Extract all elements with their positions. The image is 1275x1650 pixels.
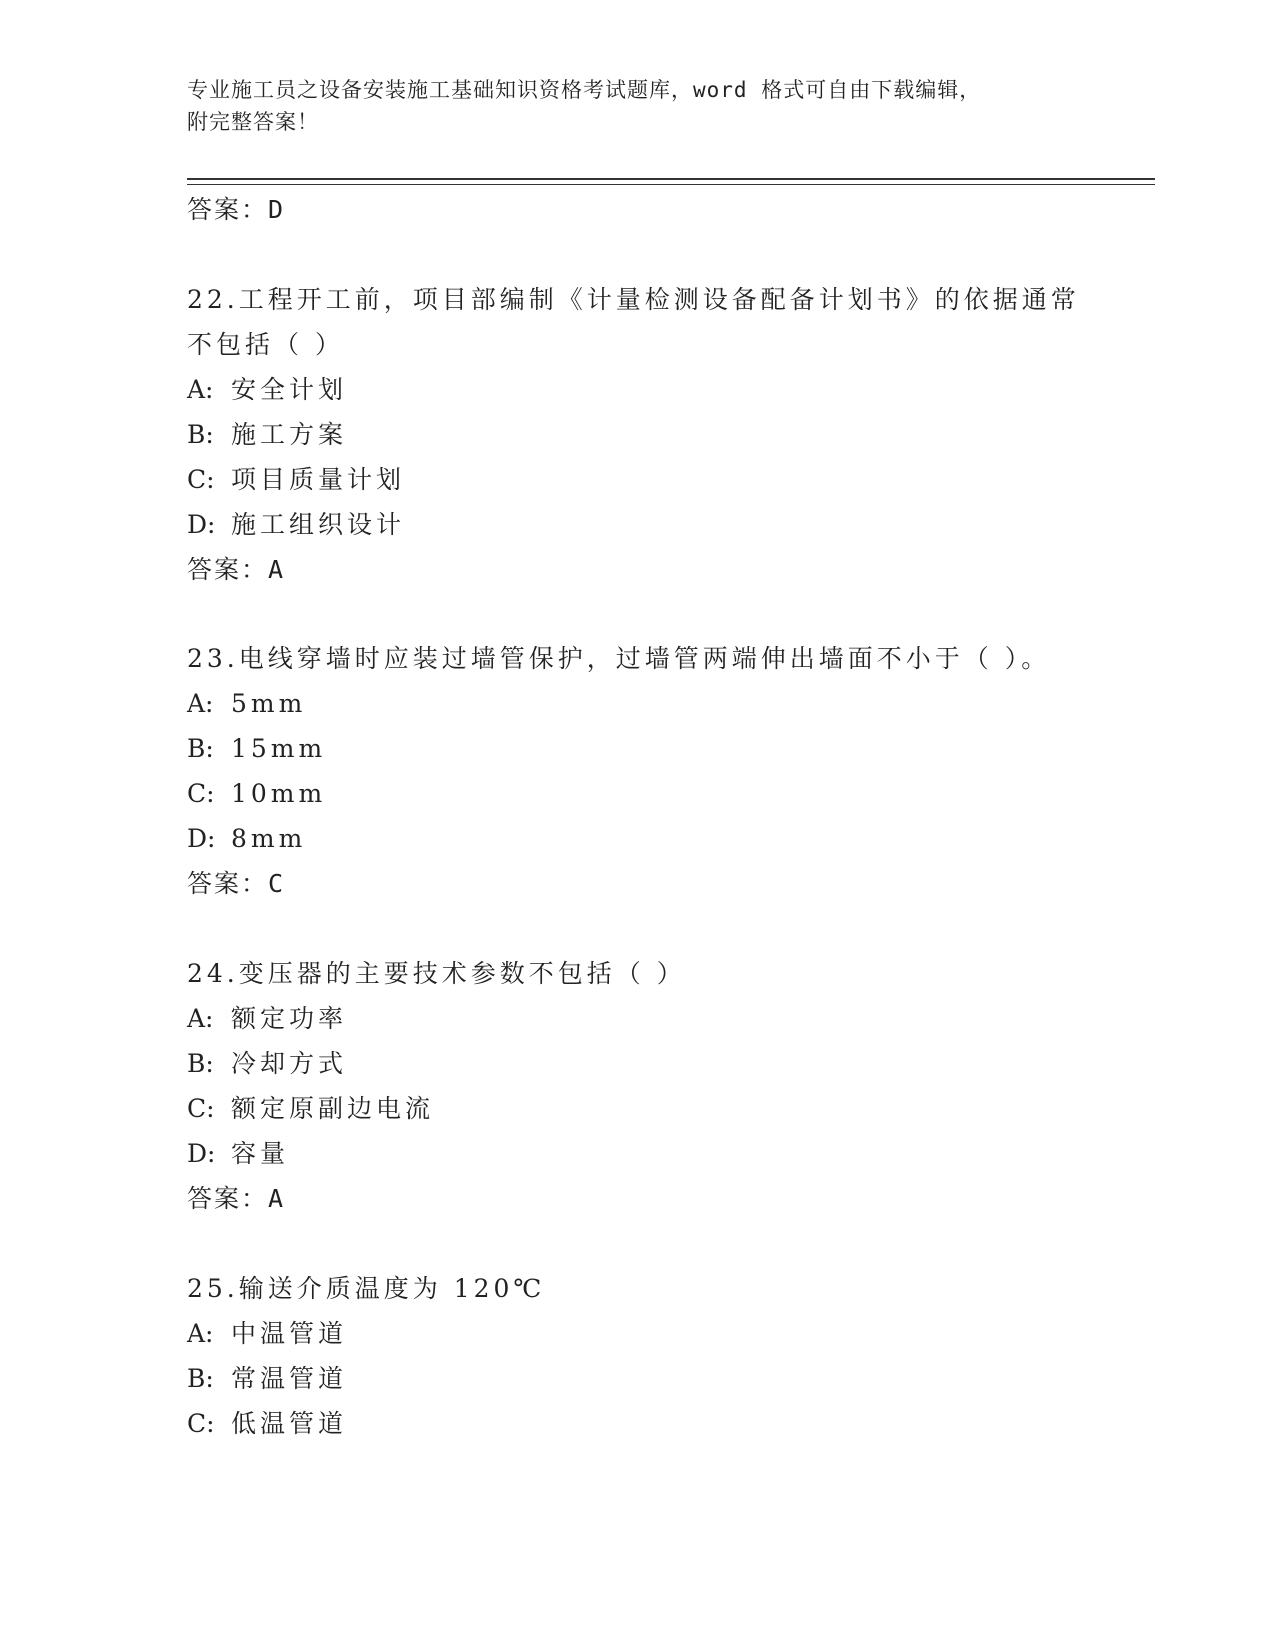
- option-text: 低温管道: [231, 1409, 348, 1438]
- q22-option-c: [187, 463, 405, 497]
- q25-option-c: [187, 1407, 347, 1441]
- option-text: 容量: [231, 1139, 290, 1168]
- header-line-1: 专业施工员之设备安装施工基础知识资格考试题库，word 格式可自由下载编辑，: [187, 78, 982, 102]
- q22-answer: 答案：A: [187, 555, 286, 584]
- q24-option-d: [187, 1137, 289, 1171]
- option-text: 额定原副边电流: [231, 1094, 435, 1123]
- q24-option-c: [187, 1092, 434, 1126]
- header-rule-thick: [187, 178, 1155, 180]
- option-key: B:: [187, 734, 214, 763]
- document-header: [187, 74, 1087, 138]
- prev-answer: 答案：D: [187, 195, 286, 224]
- option-key: D:: [187, 824, 216, 853]
- q22-stem-line-2: 不包括（ ）: [187, 330, 344, 359]
- option-text: 15mm: [231, 734, 327, 763]
- option-key: D:: [187, 510, 216, 539]
- option-key: B:: [187, 420, 214, 449]
- option-key: C:: [187, 1409, 215, 1438]
- q23-stem-line-1: 23.电线穿墙时应装过墙管保护，过墙管两端伸出墙面不小于（ ）。: [187, 644, 1051, 673]
- option-text: 施工方案: [231, 420, 348, 449]
- option-key: C:: [187, 465, 215, 494]
- option-text: 施工组织设计: [231, 510, 406, 539]
- q25-option-b: [187, 1362, 347, 1396]
- option-text: 常温管道: [231, 1364, 348, 1393]
- option-key: B:: [187, 1049, 214, 1078]
- option-text: 中温管道: [231, 1319, 348, 1348]
- option-key: C:: [187, 779, 215, 808]
- q22-option-d: [187, 508, 405, 542]
- q23-option-c: [187, 777, 326, 811]
- q25-option-a: [187, 1317, 347, 1351]
- header-rule-thin: [187, 184, 1155, 185]
- q23-option-a: [187, 687, 306, 721]
- q23-option-b: [187, 732, 326, 766]
- option-key: D:: [187, 1139, 216, 1168]
- option-text: 冷却方式: [231, 1049, 348, 1078]
- option-key: A:: [187, 1319, 214, 1348]
- q25-stem-line-1: 25.输送介质温度为 120℃: [187, 1274, 546, 1303]
- option-text: 额定功率: [231, 1004, 348, 1033]
- option-text: 5mm: [231, 689, 307, 718]
- option-text: 10mm: [231, 779, 327, 808]
- option-text: 项目质量计划: [231, 465, 406, 494]
- q24-option-b: [187, 1047, 347, 1081]
- q24-answer: 答案：A: [187, 1184, 286, 1213]
- q24-stem-line-1: 24.变压器的主要技术参数不包括（ ）: [187, 959, 686, 988]
- q23-option-d: [187, 822, 306, 856]
- q22-option-b: [187, 418, 347, 452]
- option-key: C:: [187, 1094, 215, 1123]
- q22-stem-line-1: 22.工程开工前，项目部编制《计量检测设备配备计划书》的依据通常: [187, 285, 1080, 314]
- option-key: B:: [187, 1364, 214, 1393]
- q24-option-a: [187, 1002, 347, 1036]
- option-key: A:: [187, 689, 214, 718]
- option-key: A:: [187, 375, 214, 404]
- option-text: 安全计划: [231, 375, 348, 404]
- q22-option-a: [187, 373, 347, 407]
- option-key: A:: [187, 1004, 214, 1033]
- q23-answer: 答案：C: [187, 869, 286, 898]
- header-line-2: 附完整答案！: [187, 110, 319, 134]
- option-text: 8mm: [231, 824, 307, 853]
